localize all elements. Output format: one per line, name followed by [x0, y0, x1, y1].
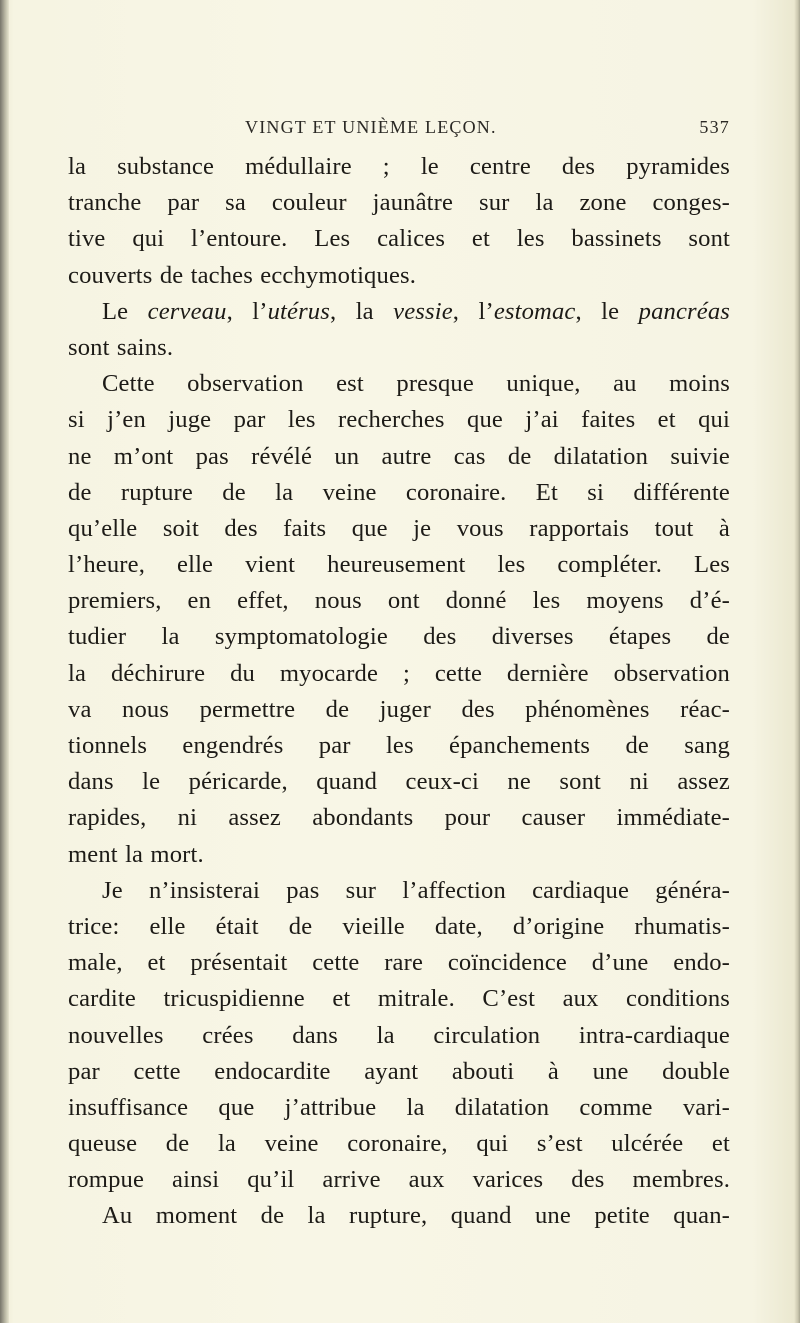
- text-line: Je n’insisterai pas sur l’affection cardiaque généra-: [102, 876, 730, 904]
- organ-cerveau: cerveau: [147, 297, 227, 325]
- text-line: l’heure, elle vient heureusement les compléter. Les: [68, 551, 730, 579]
- text-line: va nous permettre de juger des phénomènes réac-: [68, 695, 730, 723]
- text-line: Au moment de la rupture, quand une petite quan-: [102, 1202, 730, 1230]
- text-line: qu’elle soit des faits que je vous rapportais tout à: [68, 514, 730, 542]
- text-line: si j’en juge par les recherches que j’ai faites et qui: [68, 406, 730, 434]
- text-line: ne m’ont pas révélé un autre cas de dilatation suivie: [68, 442, 730, 470]
- organ-estomac: estomac: [493, 297, 576, 325]
- text-line: rapides, ni assez abondants pour causer immédiate-: [68, 804, 730, 832]
- page-number: 537: [699, 117, 730, 137]
- organ-pancreas: pancréas: [638, 297, 730, 325]
- text-line: tionnels engendrés par les épanchements de sang: [68, 732, 730, 759]
- text-line: nouvelles crées dans la circulation intra-cardiaque: [68, 1021, 730, 1049]
- text-line: premiers, en effet, nous ont donné les moyens d’é-: [68, 587, 730, 615]
- text-line: insuffisance que j’attribue la dilatation comme vari-: [68, 1093, 730, 1121]
- organ-uterus: utérus: [267, 297, 330, 325]
- text-line: couverts de taches ecchymotiques.: [68, 261, 417, 289]
- text-line: cardite tricuspidienne et mitrale. C’est aux conditions: [68, 985, 730, 1013]
- organs-sep: , l’: [452, 297, 494, 325]
- page-spine-shadow: [0, 0, 9, 1323]
- text-line: la substance médullaire ; le centre des pyramides: [68, 153, 730, 180]
- running-head-title: VINGT ET UNIÈME LEÇON.: [245, 117, 497, 137]
- text-line: tive qui l’entoure. Les calices et les bassinets sont: [68, 225, 730, 253]
- organs-sep: , le: [575, 297, 639, 325]
- page-edge: [794, 0, 800, 1323]
- organs-sep: , la: [329, 297, 394, 325]
- text-line: Cette observation est presque unique, au moins: [102, 370, 730, 398]
- text-line: par cette endocardite ayant abouti à une double: [68, 1057, 730, 1085]
- text-line: ment la mort.: [68, 840, 204, 868]
- text-line: male, et présentait cette rare coïncidence d’une endo-: [68, 949, 730, 977]
- organs-line: [68, 294, 730, 330]
- text-line: tranche par sa couleur jaunâtre sur la zone conges-: [68, 189, 730, 217]
- body-text: [68, 149, 730, 1235]
- text-line: tudier la symptomatologie des diverses étapes de: [68, 623, 730, 651]
- text-line: trice: elle était de vieille date, d’origine rhumatis-: [68, 912, 730, 940]
- text-line: de rupture de la veine coronaire. Et si différente: [68, 478, 730, 506]
- organs-sep: , l’: [226, 297, 268, 325]
- organs-word-le: Le: [102, 297, 129, 325]
- text-line: dans le péricarde, quand ceux-ci ne sont ni assez: [68, 768, 730, 796]
- text-line: la déchirure du myocarde ; cette dernière observation: [68, 659, 730, 687]
- text-line: queuse de la veine coronaire, qui s’est ulcérée et: [68, 1130, 730, 1158]
- text-line: rompue ainsi qu’il arrive aux varices des membres.: [68, 1166, 730, 1194]
- text-line: sont sains.: [68, 333, 174, 361]
- running-head: [150, 117, 730, 141]
- organ-vessie: vessie: [393, 297, 453, 325]
